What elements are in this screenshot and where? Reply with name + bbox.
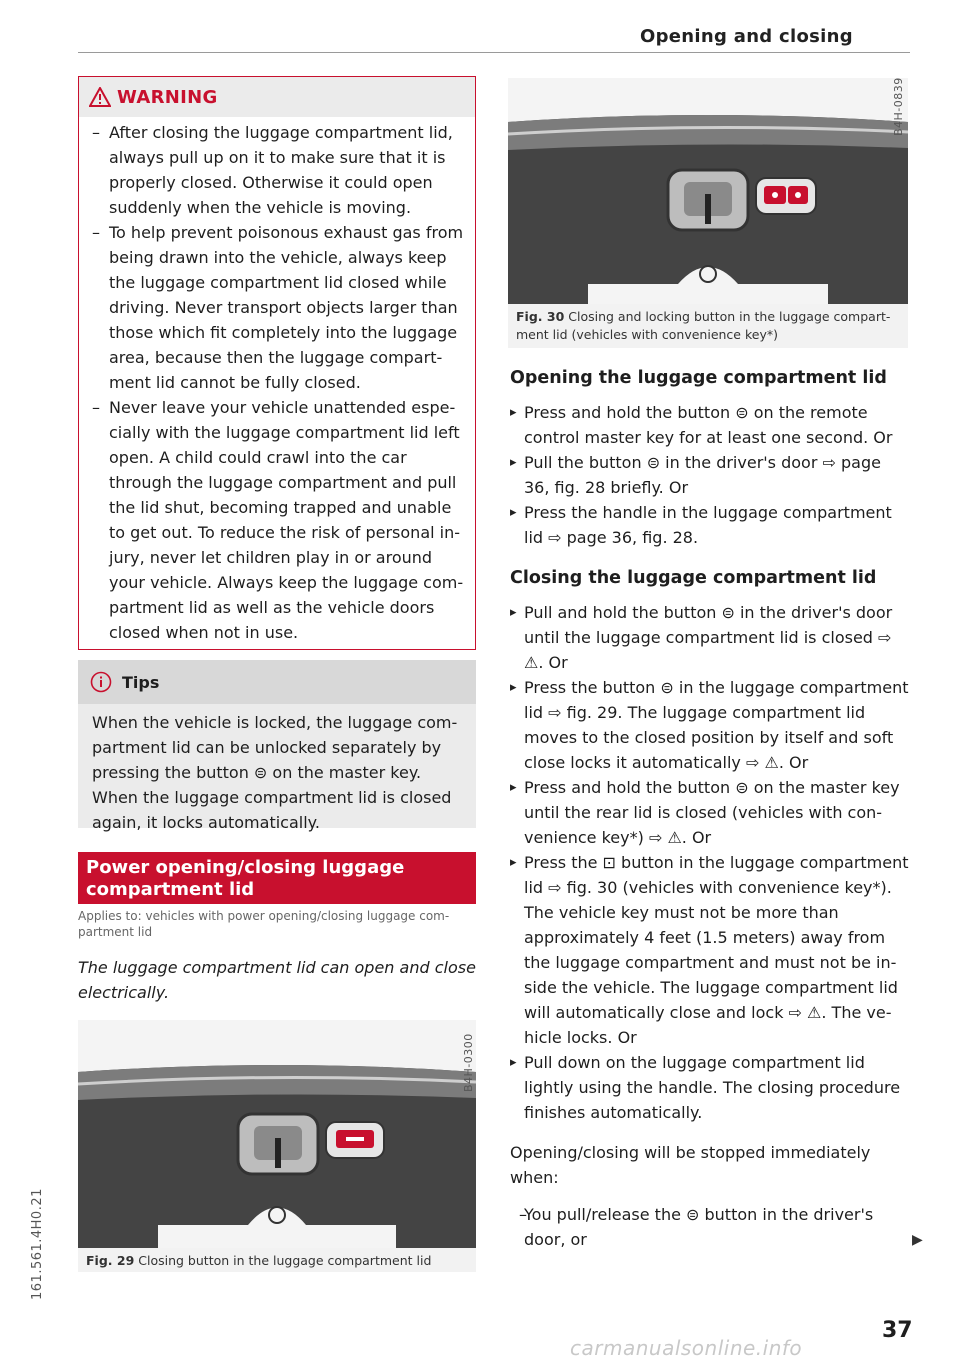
- figure-caption: [508, 304, 908, 344]
- tips-text: When the vehicle is locked, the luggage compartment lid can be unlocked separately by pressing the button ⊜ on the master key. When the luggage compartment lid is closed again, it locks automatically.: [92, 713, 458, 832]
- warning-box: [78, 76, 476, 650]
- warning-header: [79, 77, 475, 117]
- stop-condition: – You pull/release the ⊜ button in the driver's door, or: [510, 1202, 900, 1252]
- closing-title: Closing the luggage compartment lid: [510, 568, 877, 588]
- warning-title: WARNING: [117, 86, 218, 108]
- page-number: 37: [882, 1318, 913, 1343]
- closing-step: ▸ Press the ⊡ button in the luggage compartment lid ⇨ fig. 30 (vehicles with convenience key*). The vehicle key must not be more than approximately 4 feet (1.5 meters) away from the luggage compartment and must not be inside the vehicle. The luggage compartment lid will automatically close and lock ⇨ ⚠. The vehicle locks. Or: [510, 850, 910, 1050]
- closing-steps: [510, 600, 910, 1125]
- continue-arrow-icon: ▶: [912, 1232, 923, 1248]
- warning-item: – Never leave your vehicle unattended especially with the luggage compartment lid left open. A child could crawl into the car through the luggage compartment and pull the lid shut, becoming trapped and unable to get out. To reduce the risk of personal injury, never let children play in or around your vehicle. Always keep the luggage compartment lid as well as the vehicle doors closed when not in use.: [83, 395, 465, 645]
- figure-30: [508, 78, 908, 348]
- header-rule: [78, 52, 910, 53]
- figure-label: Fig. 29: [86, 1253, 135, 1268]
- convenience-key-lid-illustration: [508, 78, 908, 304]
- opening-section: [510, 368, 910, 550]
- closing-step: ▸ Pull and hold the button ⊜ in the driver's door until the luggage compartment lid is closed ⇨ ⚠. Or: [510, 600, 910, 675]
- figure-label: Fig. 30: [516, 309, 565, 324]
- side-code: 161.561.4H0.21: [30, 1188, 45, 1300]
- closing-section: [510, 568, 910, 1125]
- stop-conditions: [510, 1202, 900, 1252]
- closing-step: ▸ Press the button ⊜ in the luggage compartment lid ⇨ fig. 29. The luggage compartment lid moves to the closed position by itself and soft close locks it automatically ⇨ ⚠. Or: [510, 675, 910, 775]
- warning-triangle-icon: [89, 87, 111, 107]
- section-header: Opening and closing: [640, 26, 853, 47]
- opening-step: ▸ Press the handle in the luggage compartment lid ⇨ page 36, fig. 28.: [510, 500, 910, 550]
- section-intro: The luggage compartment lid can open and close electrically.: [78, 958, 476, 1002]
- opening-step: ▸ Pull the button ⊜ in the driver's door ⇨ page 36, fig. 28 briefly. Or: [510, 450, 910, 500]
- stop-intro: Opening/closing will be stopped immediately when:: [510, 1143, 871, 1187]
- figure-code: B4H-0300: [462, 1033, 475, 1092]
- tips-title: Tips: [122, 672, 160, 692]
- figure-caption-text: Closing and locking button in the luggage compartment lid (vehicles with convenience key*): [516, 309, 891, 342]
- tips-header: [78, 660, 476, 704]
- warning-item: – To help prevent poisonous exhaust gas from being drawn into the vehicle, always keep the luggage compartment lid closed while driving. Never transport objects larger than those which fit completely into the luggage area, because then the luggage compartment lid cannot be fully closed.: [83, 220, 465, 395]
- figure-29: [78, 1020, 476, 1272]
- figure-code: B4H-0839: [892, 77, 905, 136]
- applies-to-note: Applies to: vehicles with power opening/closing luggage compartment lid: [78, 909, 450, 939]
- warning-item: – After closing the luggage compartment lid, always pull up on it to make sure that it is properly closed. Otherwise it could open suddenly when the vehicle is moving.: [83, 120, 465, 220]
- figure-caption-text: Closing button in the luggage compartment lid: [138, 1253, 432, 1268]
- opening-title: Opening the luggage compartment lid: [510, 368, 887, 388]
- info-icon: [90, 671, 112, 693]
- watermark: carmanualsonline.info: [570, 1336, 803, 1360]
- opening-step: ▸ Press and hold the button ⊜ on the remote control master key for at least one second. Or: [510, 400, 910, 450]
- section-title: Power opening/closing luggage compartment lid: [78, 852, 476, 904]
- tips-box: [78, 660, 476, 832]
- opening-steps: [510, 400, 910, 550]
- warning-list: [79, 117, 475, 645]
- closing-step: ▸ Pull down on the luggage compartment lid lightly using the handle. The closing procedure finishes automatically.: [510, 1050, 910, 1125]
- closing-step: ▸ Press and hold the button ⊜ on the master key until the rear lid is closed (vehicles with convenience key*) ⇨ ⚠. Or: [510, 775, 910, 850]
- figure-caption: [78, 1248, 476, 1270]
- luggage-lid-illustration: [78, 1020, 476, 1248]
